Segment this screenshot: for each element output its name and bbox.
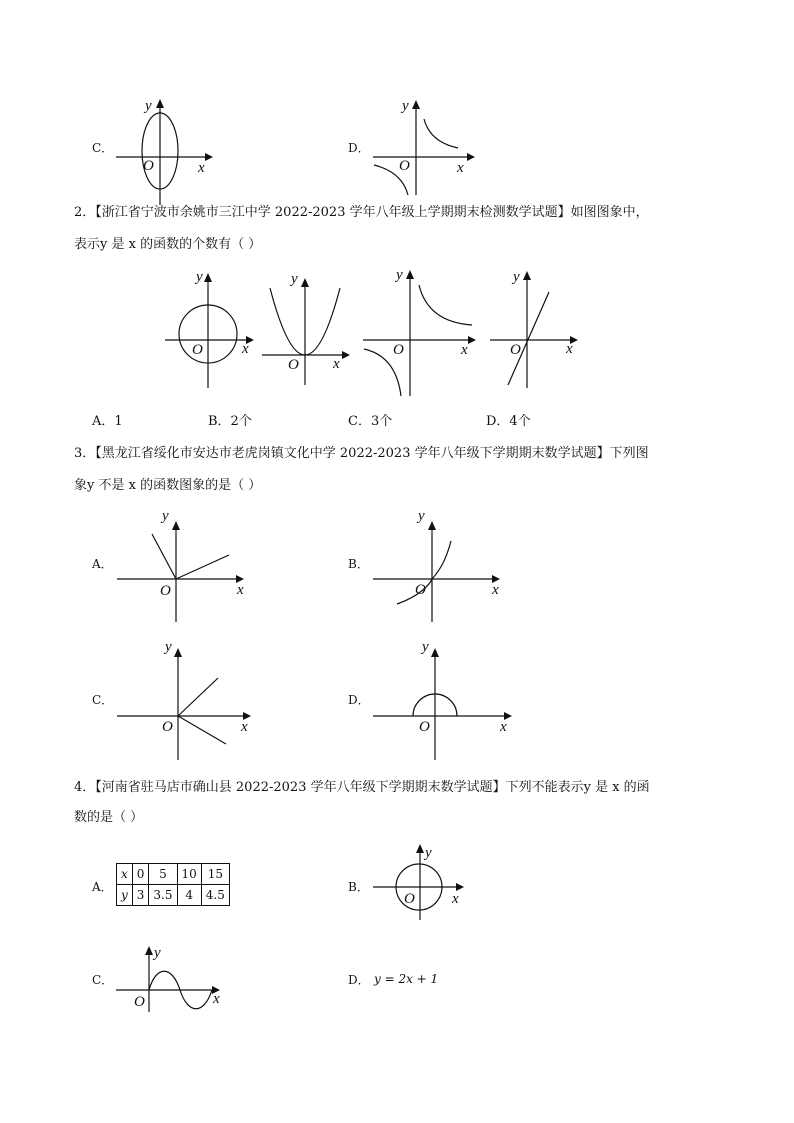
axis-x-label: x	[500, 719, 507, 735]
table-header-y: y	[117, 885, 133, 906]
axis-o-label: O	[393, 342, 404, 358]
q4-formula: y = 2x + 1	[374, 972, 439, 986]
table-cell: 15	[201, 864, 229, 885]
axis-x-label: x	[213, 991, 220, 1007]
q4-option-d-label[interactable]: D．	[348, 973, 370, 987]
q4-stem-line2: 数的是（ ）	[74, 810, 144, 825]
axis-y-label: y	[396, 267, 403, 283]
axis-o-label: O	[510, 342, 521, 358]
q2-option-a[interactable]: A．1	[92, 414, 123, 429]
q3-option-a-label[interactable]: A．	[92, 557, 113, 571]
axis-y-label: y	[425, 845, 432, 861]
axis-o-label: O	[288, 357, 299, 373]
axis-o-label: O	[192, 342, 203, 358]
q2-option-d[interactable]: D．4个	[486, 414, 531, 429]
table-cell: 3	[132, 885, 149, 906]
axis-x-label: x	[452, 891, 459, 907]
axis-y-label: y	[422, 639, 429, 655]
axis-y-label: y	[418, 508, 425, 524]
axis-o-label: O	[399, 158, 410, 174]
axis-x-label: x	[242, 341, 249, 357]
axis-o-label: O	[134, 994, 145, 1010]
axis-x-label: x	[566, 341, 573, 357]
table-cell: 5	[149, 864, 177, 885]
axis-o-label: O	[415, 582, 426, 598]
table-header-x: x	[117, 864, 133, 885]
q4-option-b-label[interactable]: B．	[348, 880, 369, 894]
axis-o-label: O	[162, 719, 173, 735]
option-d-label: D．	[348, 141, 370, 155]
option-c-label: C．	[92, 141, 114, 155]
axis-x-label: x	[237, 582, 244, 598]
q4-option-c-label[interactable]: C．	[92, 973, 114, 987]
table-cell: 4	[177, 885, 201, 906]
axis-x-label: x	[457, 160, 464, 176]
axis-y-label: y	[154, 945, 161, 961]
axis-x-label: x	[241, 719, 248, 735]
axis-o-label: O	[143, 158, 154, 174]
table-cell: 0	[132, 864, 149, 885]
q2-stem-line2: 表示y 是 x 的函数的个数有（ ）	[74, 237, 262, 252]
axis-y-label: y	[145, 98, 152, 114]
axis-y-label: y	[162, 508, 169, 524]
q3-stem-line1: 3．【黑龙江省绥化市安达市老虎岗镇文化中学 2022-2023 学年八年级下学期期末数学试题】下列图	[74, 446, 649, 461]
axis-x-label: x	[333, 356, 340, 372]
axis-y-label: y	[513, 269, 520, 285]
q3-option-d-label[interactable]: D．	[348, 693, 370, 707]
table-cell: 3.5	[149, 885, 177, 906]
axis-y-label: y	[196, 269, 203, 285]
q4-option-a-label[interactable]: A．	[92, 880, 113, 894]
axis-o-label: O	[160, 583, 171, 599]
axis-o-label: O	[419, 719, 430, 735]
q3-option-b-label[interactable]: B．	[348, 557, 369, 571]
q4-stem-line1: 4．【河南省驻马店市确山县 2022-2023 学年八年级下学期期末数学试题】下列不能表示y 是 x 的函	[74, 780, 650, 795]
axis-x-label: x	[492, 582, 499, 598]
axis-x-label: x	[198, 160, 205, 176]
q3-option-c-label[interactable]: C．	[92, 693, 114, 707]
axis-y-label: y	[291, 271, 298, 287]
table-cell: 10	[177, 864, 201, 885]
axis-o-label: O	[404, 891, 415, 907]
table-cell: 4.5	[201, 885, 229, 906]
q2-option-b[interactable]: B．2个	[208, 414, 252, 429]
axis-x-label: x	[461, 342, 468, 358]
q2-stem-line1: 2．【浙江省宁波市余姚市三江中学 2022-2023 学年八年级上学期期末检测数学试题】如图图象中，	[74, 205, 649, 220]
q2-option-c[interactable]: C．3个	[348, 414, 393, 429]
axis-y-label: y	[402, 98, 409, 114]
q3-stem-line2: 象y 不是 x 的函数图象的是（ ）	[74, 478, 262, 493]
axis-y-label: y	[165, 639, 172, 655]
